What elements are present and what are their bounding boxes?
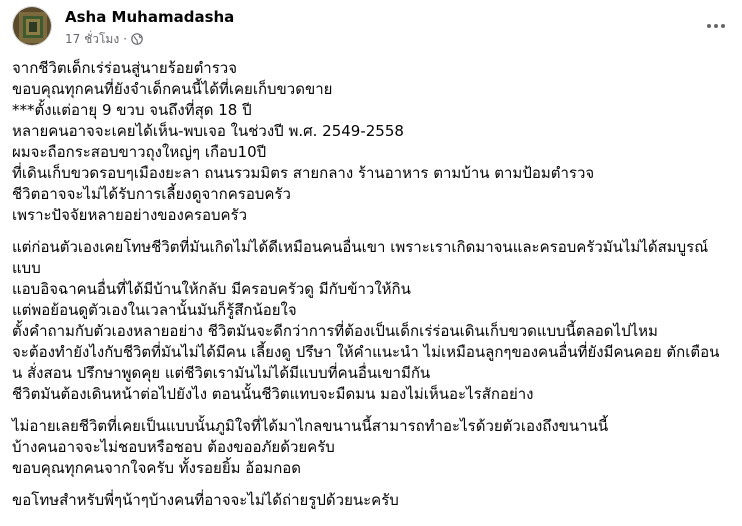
post-line: ชีวิตอาจจะไม่ได้รับการเลี้ยงดูจากครอบครัว [12, 185, 291, 203]
post-paragraph-4 [12, 490, 728, 511]
post-line: แอบอิจฉาคนอื่นที่ได้มีบ้านให้กลับ มีครอบครัวดู มีกับข้าวให้กิน [12, 280, 411, 298]
post-line: ขอบคุณทุกคนจากใจครับ ทั้งรอยยิ้ม อ้อมกอด [12, 459, 302, 477]
post-paragraph-1 [12, 58, 728, 226]
post-meta [65, 31, 143, 47]
post-body [12, 58, 728, 522]
post-timestamp[interactable]: 17 ชั่วโมง [65, 31, 120, 46]
more-horizontal-icon [706, 23, 726, 29]
post-line: แต่พอย้อนดูตัวเองในเวลานั้นมันก็รู้สึกน้อยใจ [12, 301, 297, 319]
post-line: เพราะปัจจัยหลายอย่างของครอบครัว [12, 206, 247, 224]
post-paragraph-3 [12, 416, 728, 479]
post-line: ตั้งคำถามกับตัวเองหลายอย่าง ชีวิตมันจะดีกว่าการที่ต้องเป็นเด็กเร่ร่อนเดินเก็บขวดแบบนี้ตลอดไปไหม [12, 322, 658, 340]
post-line: หลายคนอาจจะเคยได้เห็น-พบเจอ ในช่วงปี พ.ศ. 2549-2558 [12, 122, 404, 140]
post-header [12, 4, 730, 48]
avatar-image [13, 7, 52, 46]
post-line: ขอบคุณทุกคนที่ยังจำเด็กคนนี้ได้ที่เคยเก็บขวดขาย [12, 80, 333, 98]
post-line: ขอโทษสำหรับพี่ๆน้าๆบ้างคนที่อาจจะไม่ได้ถ่ายรูปด้วยนะครับ [12, 491, 399, 509]
more-options-button[interactable] [702, 12, 730, 40]
post-line: จะต้องทำยังไงกับชีวิตที่มันไม่ได้มีคน เลี้ยงดู ปรึษา ให้คำแนะนำ ไม่เหมือนลูกๆของคนอื่นที่ยังมีคนคอย ตักเตือน น สั่งสอน ปรึกษาพูดคุย แต่ชีวิตเรามันไม่ได้มีแบบที่คนอื่นเขามีกัน [12, 343, 720, 382]
post-line: ชีวิตมันต้องเดินหน้าต่อไปยังไง ตอนนั้นชีวิตแทบจะมืดมน มองไม่เห็นอะไรสักอย่าง [12, 385, 534, 403]
post-line: บ้างคนอาจจะไม่ชอบหรือชอบ ต้องขออภัยด้วยครับ [12, 438, 335, 456]
post-line: จากชีวิตเด็กเร่ร่อนสู่นายร้อยตำรวจ [12, 59, 237, 77]
post-paragraph-2 [12, 237, 728, 405]
post-line: ***ตั้งแต่อายุ 9 ขวบ จนถึงที่สุด 18 ปี [12, 101, 252, 119]
post-line: แต่ก่อนตัวเองเคยโทษชีวิตที่มันเกิดไม่ได้ดีเหมือนคนอื่นเขา เพราะเราเกิดมาจนและครอบครัวมันไม่ได้สมบูรณ์แบบ [12, 238, 709, 277]
post-line: ผมจะถือกระสอบขาวถุงใหญ่ๆ เกือบ10ปี [12, 143, 267, 161]
author-name[interactable]: Asha Muhamadasha [65, 8, 235, 26]
avatar[interactable] [12, 6, 52, 46]
meta-separator: · [123, 32, 128, 46]
globe-icon[interactable] [131, 33, 143, 45]
post-line: ที่เดินเก็บขวดรอบๆเมืองยะลา ถนนรวมมิตร สายกลาง ร้านอาหาร ตามบ้าน ตามป้อมตำรวจ [12, 164, 595, 182]
post-line: ไม่อายเลยชีวิตที่เคยเป็นแบบนั้นภูมิใจที่ได้มาไกลขนานนี้สามารถทำอะไรด้วยตัวเองถึงขนานนี้ [12, 417, 609, 435]
